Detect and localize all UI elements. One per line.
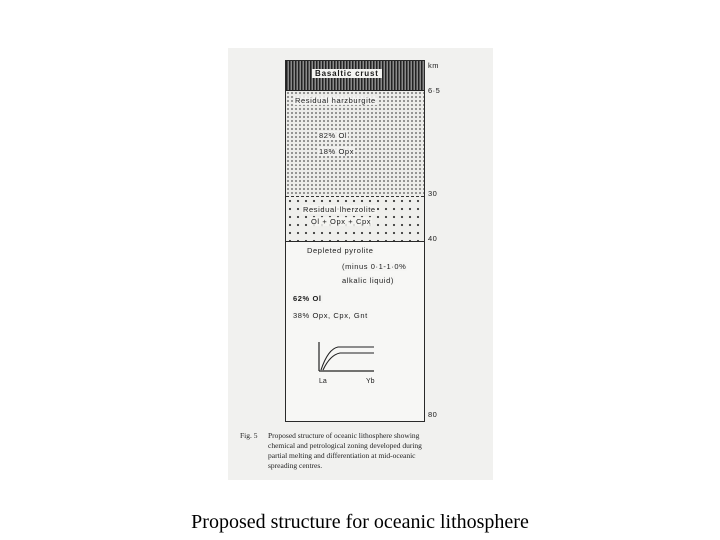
inset-curve-lower: [323, 353, 374, 370]
slide-caption: Proposed structure for oceanic lithosphere: [191, 511, 529, 533]
pyrolite-ol: 62% Ol: [293, 294, 322, 303]
depth-label-base: 80: [428, 410, 438, 419]
pyrolite-minerals: 38% Opx, Cpx, Gnt: [293, 311, 368, 320]
inset-label-right: Yb: [366, 378, 375, 385]
harzburgite-layer: [286, 91, 424, 196]
pyrolite-note-line1: (minus 0·1-1·0%: [342, 262, 407, 271]
depth-unit-label: km: [428, 61, 439, 70]
ree-inset-plot: [316, 337, 386, 387]
caption-line: partial melting and differentiation at mid-oceanic: [268, 451, 416, 460]
scanned-figure: [228, 48, 493, 480]
caption-line: Proposed structure of oceanic lithosphere showing: [268, 431, 420, 440]
harzburgite-label: Residual harzburgite: [295, 96, 376, 105]
lherzolite-composition: Ol + Opx + Cpx: [311, 217, 372, 226]
inset-label-left: La: [319, 378, 327, 385]
caption-line: spreading centres.: [268, 461, 323, 470]
depth-label-lherzolite: 40: [428, 234, 438, 243]
harzburgite-opx: 18% Opx: [319, 147, 355, 156]
lherzolite-layer: [286, 196, 424, 241]
figure-caption: [268, 431, 422, 471]
figure-number: Fig. 5: [240, 431, 258, 440]
caption-line: chemical and petrological zoning developed during: [268, 441, 422, 450]
crust-label: Basaltic crust: [312, 69, 382, 78]
depth-label-harzburgite: 30: [428, 189, 438, 198]
inset-curve-upper: [321, 347, 374, 370]
pyrolite-label: Depleted pyrolite: [307, 246, 374, 255]
harzburgite-ol: 82% Ol: [319, 131, 348, 140]
depleted-pyrolite-layer: [286, 241, 424, 421]
depth-label-crust: 6·5: [428, 86, 441, 95]
pyrolite-note-line2: alkalic liquid): [342, 276, 394, 285]
basaltic-crust-layer: [286, 61, 424, 91]
lherzolite-label: Residual lherzolite: [303, 205, 376, 214]
lithosphere-column: [285, 60, 425, 422]
